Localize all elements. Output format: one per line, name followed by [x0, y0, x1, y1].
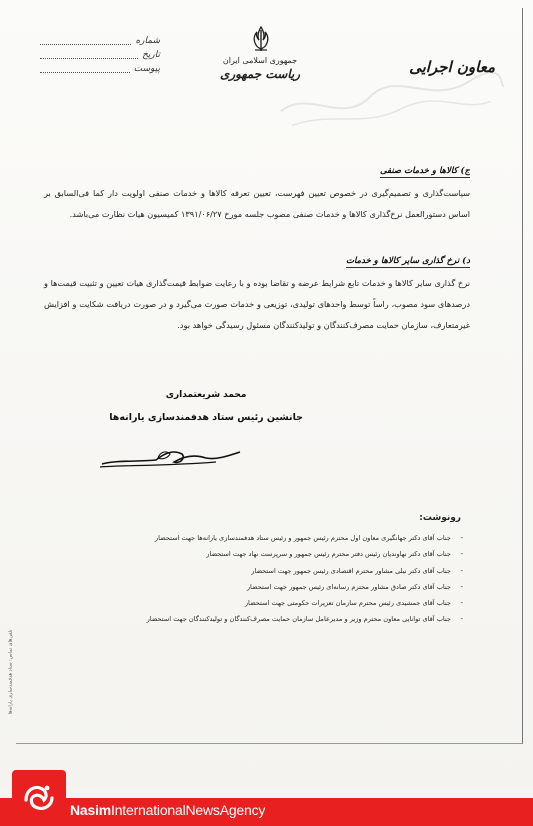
letterhead-title: [200, 56, 320, 81]
number-row: [40, 34, 160, 48]
watermark-text: [70, 802, 265, 818]
office-name: ریاست جمهوری: [219, 67, 301, 81]
date-label: تاریخ: [142, 50, 160, 60]
watermark-tagline: InternationalNewsAgency: [111, 802, 266, 818]
number-blank: [40, 38, 131, 45]
section-d-heading: د) نرخ گذاری سایر کالاها و خدمات: [345, 256, 470, 266]
signer-role: جانشین رئیس ستاد هدفمندسازی یارانه‌ها: [109, 412, 303, 423]
section-c-text: سیاست‌گذاری و تصمیم‌گیری در خصوص تعیین فهرست، تعیین تعرفه کالاها و خدمات صنفی اولویت دار کما فی‌السابق بر اساس دستورالعمل نرخ‌گذاری کالاها و خدمات صنفی مصوب جلسه مورخ ۱۳۹۱/۰۶/۲۷ کمیسیون هیات نظارت می‌باشد.: [44, 188, 470, 219]
cc-list: [63, 530, 463, 628]
date-blank: [40, 52, 138, 59]
cc-item: - جناب آقای جمشیدی رئیس محترم سازمان تعزیرات حکومتی جهت استحضار: [63, 595, 463, 611]
attachment-row: [40, 62, 160, 76]
date-row: [40, 48, 160, 62]
cc-item: - جناب آقای دکتر نهاوندیان رئیس دفتر محترم رئیس جمهور و سرپرست نهاد جهت استحضار: [63, 546, 463, 562]
handwritten-signature: [96, 440, 246, 476]
cc-item: - جناب آقای دکتر صادق مشاور محترم رسانه‌ای رئیس جمهور جهت استحضار: [63, 579, 463, 595]
section-c-heading: ج) کالاها و خدمات صنفی: [379, 166, 470, 176]
margin-note: [4, 612, 18, 732]
department-title: معاون اجرایی: [409, 58, 495, 76]
cc-item: - جناب آقای توانایی معاون محترم وزیر و مدیرعامل سازمان حمایت مصرف‌کنندگان و تولیدکنندگان جهت استحضار: [63, 611, 463, 627]
nasim-logo: [12, 770, 66, 824]
signature-block: [109, 390, 303, 423]
country-name: جمهوری اسلامی ایران: [222, 56, 298, 65]
number-label: شماره: [135, 36, 160, 46]
attachment-blank: [40, 66, 130, 73]
cc-item: - جناب آقای دکتر نیلی مشاور محترم اقتصادی رئیس جمهور جهت استحضار: [63, 563, 463, 579]
cc-item: - جناب آقای دکتر جهانگیری معاون اول محترم رئیس جمهور و رئیس ستاد هدفمندسازی یارانه‌ها جهت استحضار: [63, 530, 463, 546]
letter-meta: [40, 34, 160, 76]
watermark-brand: Nasim: [70, 802, 112, 818]
nasim-logo-icon: [20, 780, 58, 814]
margin-note-text: تلفن‌های تماس: ستاد هدفمندسازی یارانه‌ها: [8, 629, 14, 715]
attachment-label: پیوست: [133, 64, 160, 74]
emblem-icon: [248, 24, 274, 54]
section-d-text: نرخ گذاری سایر کالاها و خدمات تابع شرایط عرضه و تقاضا بوده و با رعایت ضوابط قیمت‌گذاری هیات تعیین و تثبیت قیمت‌ها و درصدهای سود مصوب، راساً توسط واحدهای تولیدی، توزیعی و خدمات صورت می‌گیرد و در صورت دریافت شکایت و افزایش غیرمتعارف، سازمان حمایت مصرف‌کنندگان و تولیدکنندگان مسئول رسیدگی خواهد بود.: [44, 278, 470, 330]
cc-heading: رونوشت:: [419, 513, 461, 523]
signer-name: محمد شریعتمداری: [165, 390, 247, 400]
